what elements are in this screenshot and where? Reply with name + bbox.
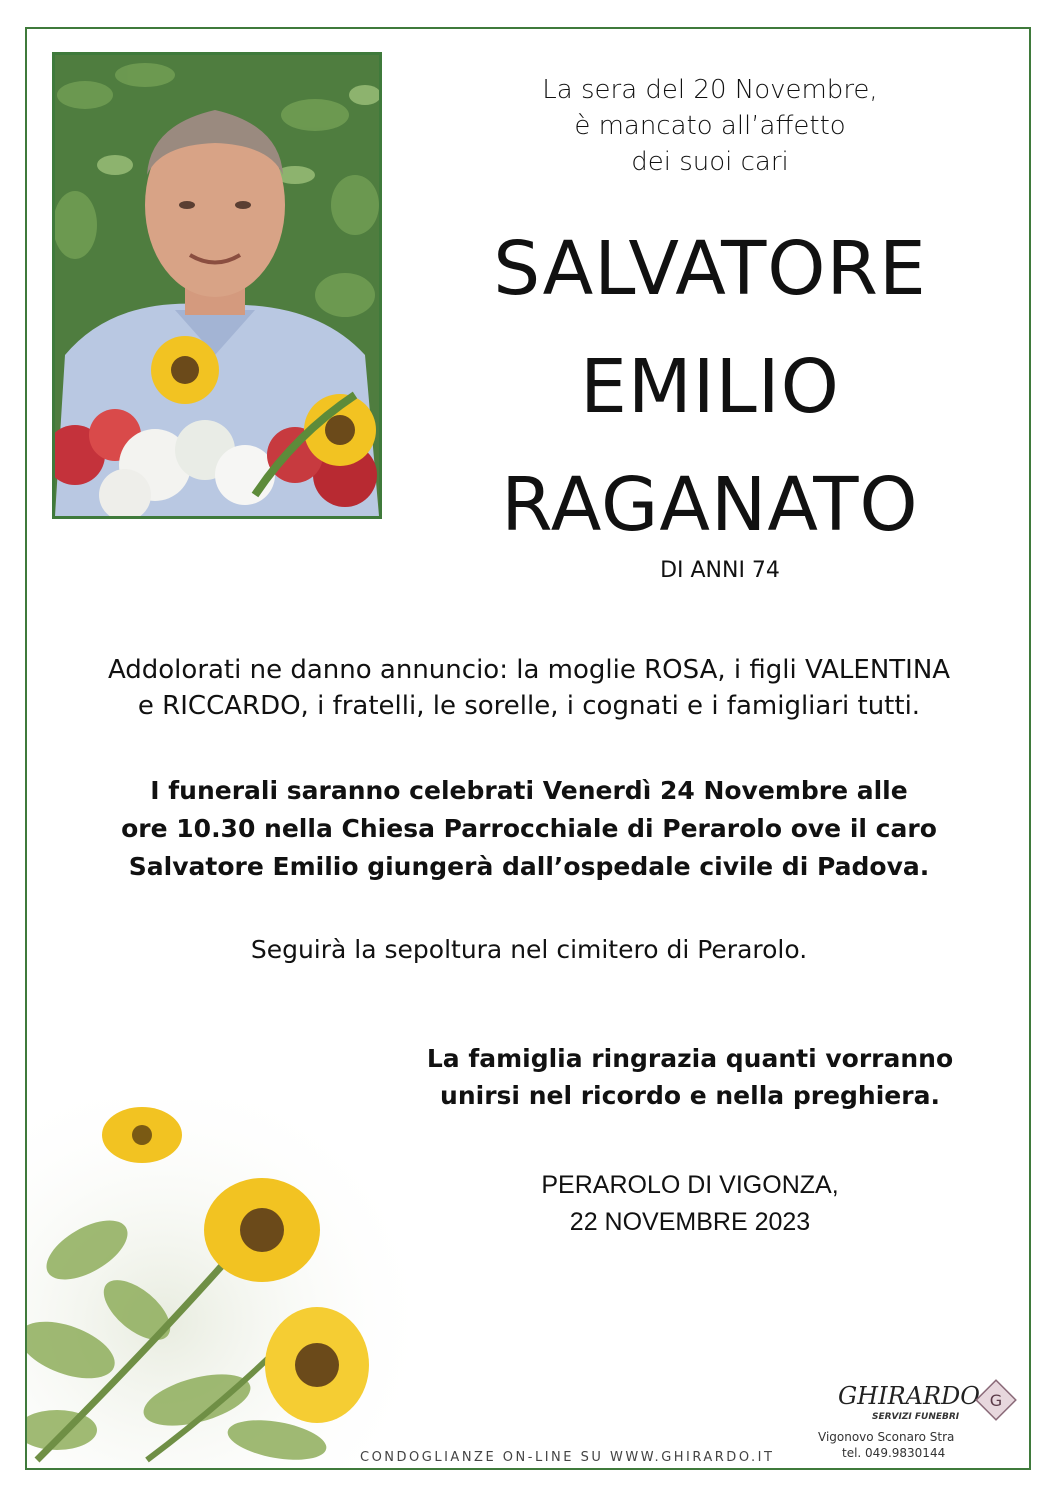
deceased-name — [440, 210, 980, 564]
thanks-line: unirsi nel ricordo e nella preghiera. — [440, 1081, 940, 1110]
logo-subtitle: SERVIZI FUNEBRI — [872, 1412, 960, 1422]
funeral-details — [60, 772, 998, 886]
thanks-line: La famiglia ringrazia quanti vorranno — [426, 1044, 954, 1073]
logo-phone: tel. 049.9830144 — [842, 1446, 946, 1460]
sunflower-decoration — [27, 1100, 417, 1468]
place-label: PERAROLO DI VIGONZA, — [541, 1171, 839, 1199]
intro-line: dei suoi cari — [631, 147, 789, 177]
funeral-line: I funerali saranno celebrati Venerdì 24 Novembre alle — [150, 776, 908, 805]
name-first: SALVATORE — [493, 226, 927, 312]
logo-towns: Vigonovo Sconaro Stra — [818, 1430, 955, 1444]
thanks-text — [380, 1040, 1000, 1114]
age-label: DI ANNI 74 — [660, 558, 780, 583]
intro-line: La sera del 20 Novembre, — [542, 75, 878, 105]
place-date — [470, 1167, 910, 1241]
condolences-footer: CONDOGLIANZE ON-LINE SU WWW.GHIRARDO.IT — [360, 1450, 775, 1465]
announcement-line: Addolorati ne danno annuncio: la moglie ROSA, i figli VALENTINA — [107, 655, 951, 685]
logo-diamond-icon — [974, 1378, 1018, 1426]
portrait-photo — [52, 52, 382, 519]
announcement-text — [60, 652, 998, 724]
svg-text:G: G — [989, 1391, 1003, 1410]
funeral-home-logo — [818, 1376, 1032, 1466]
announcement-line: e RICCARDO, i fratelli, le sorelle, i cognati e i famigliari tutti. — [137, 691, 921, 721]
funeral-line: Salvatore Emilio giungerà dall’ospedale civile di Padova. — [128, 852, 930, 881]
logo-name: GHIRARDO — [838, 1382, 980, 1410]
name-second: EMILIO — [580, 344, 840, 430]
burial-text: Seguirà la sepoltura nel cimitero di Perarolo. — [250, 935, 808, 964]
funeral-line: ore 10.30 nella Chiesa Parrocchiale di Perarolo ove il caro — [121, 814, 937, 843]
name-surname: RAGANATO — [501, 462, 919, 548]
intro-text — [470, 72, 950, 180]
date-label: 22 NOVEMBRE 2023 — [569, 1208, 811, 1236]
intro-line: è mancato all’affetto — [574, 111, 846, 141]
